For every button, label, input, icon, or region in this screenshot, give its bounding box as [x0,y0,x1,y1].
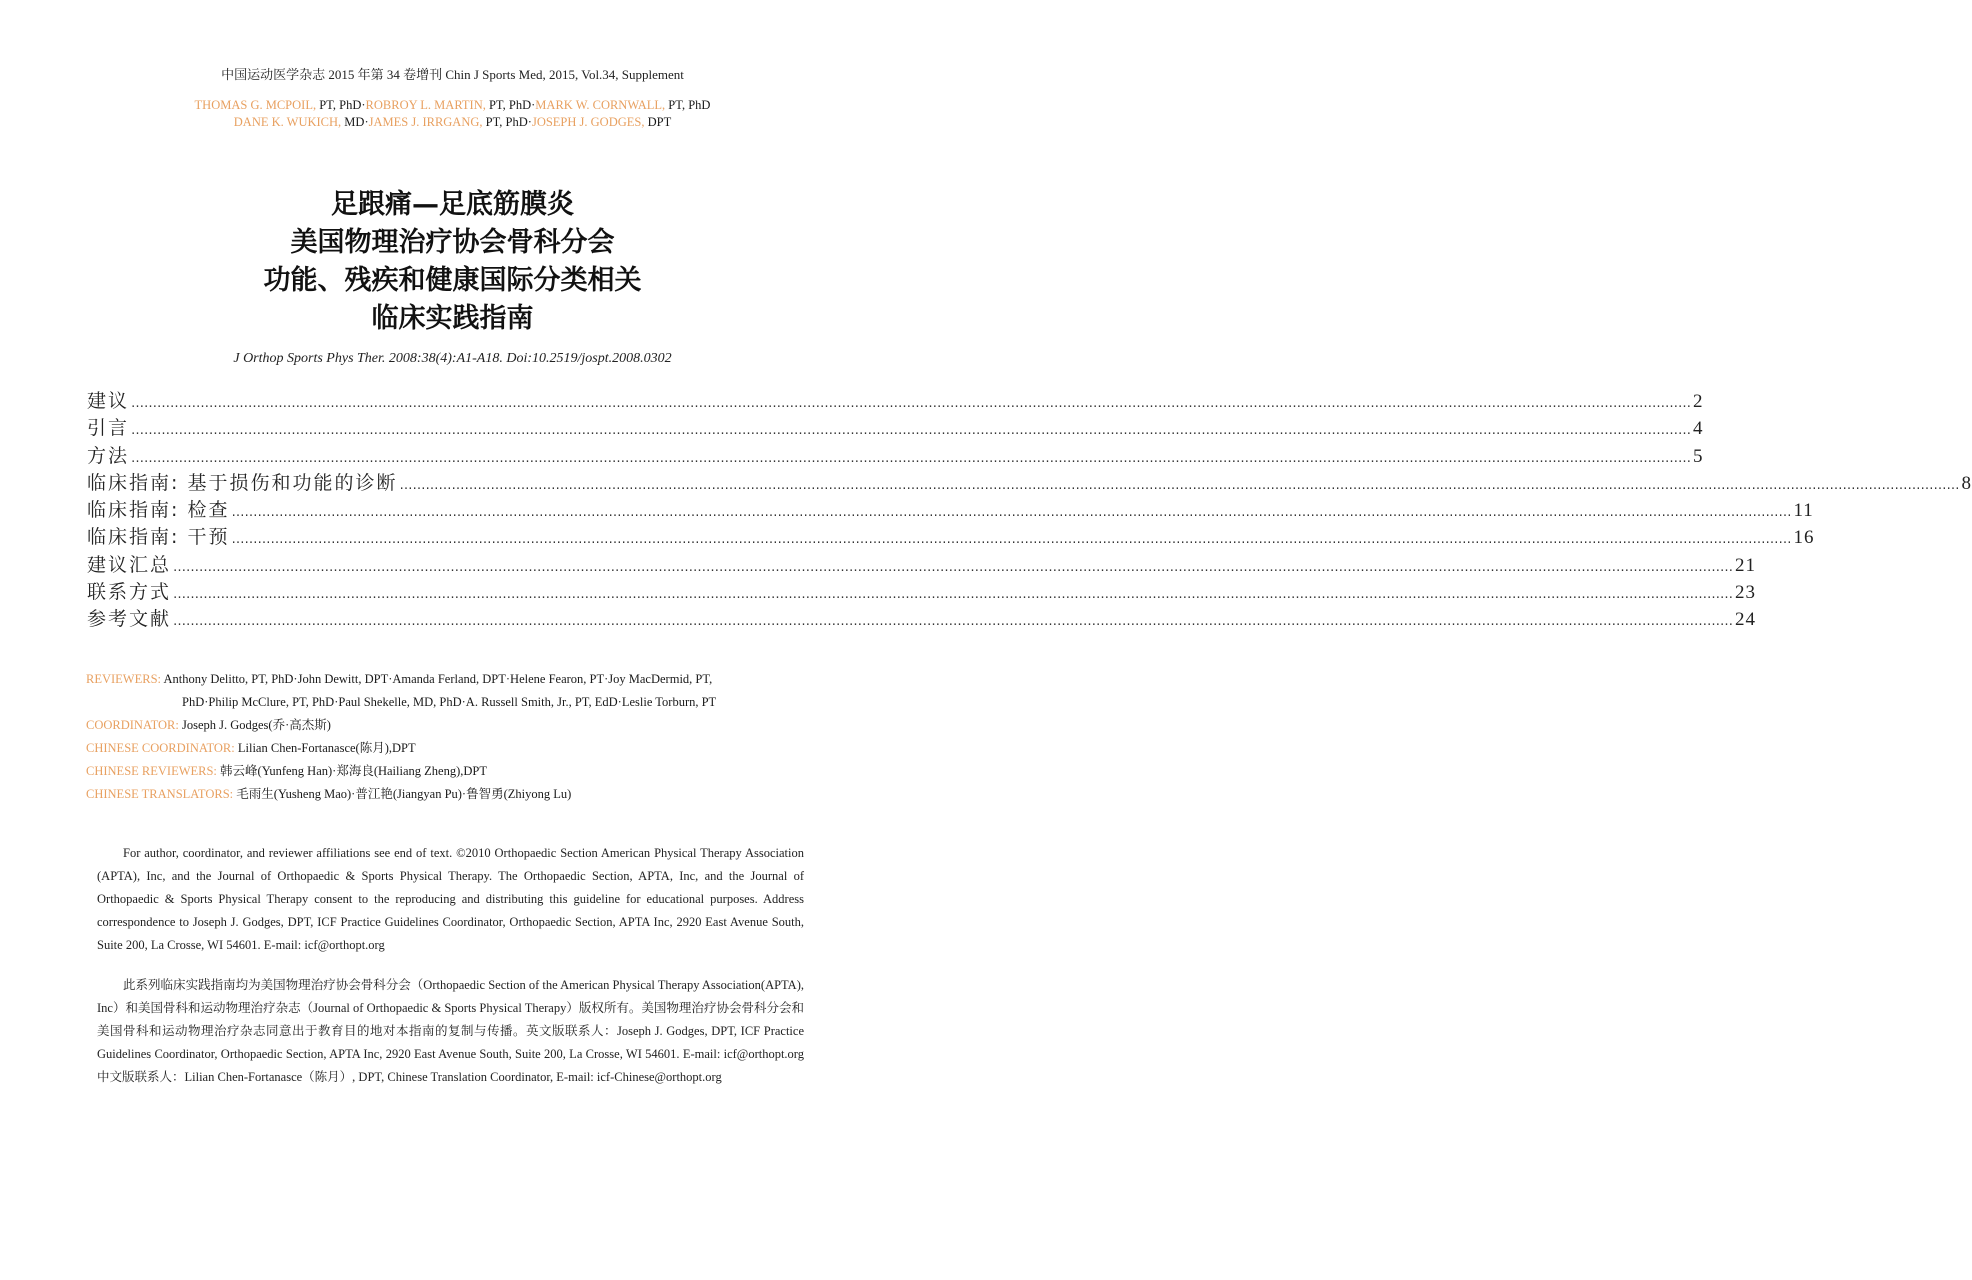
author-degree: PT, PhD· [482,115,532,129]
toc-label: 参考文献 [87,608,172,631]
author-name: DANE K. WUKICH, [233,115,342,129]
toc-page: 21 [1735,554,1757,576]
title-line: 足跟痛—足底筋膜炎 [331,189,574,220]
toc-entry[interactable] [87,413,1704,440]
toc-page: 16 [1793,527,1815,549]
author-degree: PT, PhD· [485,98,536,112]
toc-leader: ……………………………………………………………………………………………………………………………………………………………………………………………………………………………………………………………………………………………………………………………… [131,450,1692,466]
author-degree: DPT [644,115,672,129]
toc-page: 24 [1735,609,1757,631]
toc-page: 23 [1735,582,1757,604]
toc-label: 临床指南: 检查 [87,499,230,522]
reviewers-names-continued: PhD·Philip McClure, PT, PhD·Paul Shekelle, MD, PhD·A. Russell Smith, Jr., PT, EdD·Leslie Torburn, PT [182,695,717,709]
reviewers-line [86,668,806,691]
running-head: 中国运动医学杂志 2015 年第 34 卷增刊 Chin J Sports Med, 2015, Vol.34, Supplement [221,67,684,82]
author-line-1 [0,97,905,114]
reviewers-names: Anthony Delitto, PT, PhD·John Dewitt, DPT·Amanda Ferland, DPT·Helene Fearon, PT·Joy MacDermid, PT, [163,672,713,686]
toc-leader: ……………………………………………………………………………………………………………………………………………………………………………………………………………………………………………………………………………………………………………………………… [399,477,1960,493]
citation: J Orthop Sports Phys Ther. 2008:38(4):A1-A18. Doi:10.2519/jospt.2008.0302 [233,351,672,366]
chinese-reviewers-names: 韩云峰(Yunfeng Han)·郑海良(Hailiang Zheng),DPT [220,764,487,778]
title-line: 美国物理治疗协会骨科分会 [290,227,615,258]
toc-entry[interactable] [87,577,1757,604]
toc-leader: ……………………………………………………………………………………………………………………………………………………………………………………………………………………………………………………………………………………………………………………………… [131,396,1692,411]
toc-label: 建议汇总 [87,553,172,576]
author-name: MARK W. CORNWALL, [535,98,666,112]
author-degree: MD· [341,115,369,129]
reviewers-label: REVIEWERS: [86,672,161,686]
english-copyright-paragraph [97,842,804,957]
toc-entry[interactable] [87,495,1814,522]
toc-entry[interactable] [87,441,1704,468]
toc-leader: ……………………………………………………………………………………………………………………………………………………………………………………………………………………………………………………………………………………………………………………………… [173,587,1734,603]
chinese-paragraph-text: 此系列临床实践指南均为美国物理治疗协会骨科分会（Orthopaedic Section of the American Physical Therapy Association(APTA), Inc）和美国骨科和运动物理治疗杂志（Journal of Orthopaedic & Sports Physical Therapy）版权所有。美国物理治疗协会骨科分会和美国骨科和运动物理治疗杂志同意出于教育目的地对本指南的复制与传播。英文版联系人：Joseph J. Godges, DPT, ICF Practice Guidelines Coordinator, Orthopaedic Section, APTA Inc, 2920 East Avenue South, Suite 200, La Crosse, WI 54601. E-mail: icf@orthopt.org 中文版联系人：Lilian Chen-Fortanasce（陈月）, DPT, Chinese Translation Coordinator, E-mail: icf-Chinese@orthopt.org [97,978,804,1084]
toc-label: 联系方式 [87,581,172,604]
toc-page: 5 [1693,445,1704,467]
chinese-reviewers-line [86,760,806,783]
english-paragraph-text: For author, coordinator, and reviewer affiliations see end of text. ©2010 Orthopaedic Section American Physical Therapy Association (APTA), Inc, and the Journal of Orthopaedic & Sports Physical Therapy. The Orthopaedic Section, APTA, Inc, and the Journal of Orthopaedic & Sports Physical Therapy consent to the reproducing and distributing this guideline for educational purposes. Address correspondence to Joseph J. Godges, DPT, ICF Practice Guidelines Coordinator, Orthopaedic Section, APTA Inc, 2920 East Avenue South, Suite 200, La Crosse, WI 54601. E-mail: icf@orthopt.org [97,846,804,952]
toc-entry[interactable] [87,550,1757,577]
toc-leader: ……………………………………………………………………………………………………………………………………………………………………………………………………………………………………………………………………………………………………………………………… [231,505,1792,521]
toc-page: 4 [1693,418,1704,440]
author-name: ROBROY L. MARTIN, [365,98,486,112]
toc-leader: ……………………………………………………………………………………………………………………………………………………………………………………………………………………………………………………………………………………………………………………………… [173,559,1734,575]
toc-label: 临床指南: 干预 [87,526,230,549]
toc-entry[interactable] [87,386,1704,413]
toc-label: 引言 [87,417,130,440]
credits-block [86,668,806,806]
toc-label: 方法 [87,444,130,467]
toc-label: 临床指南: 基于损伤和功能的诊断 [87,471,398,494]
author-name: JAMES J. IRRGANG, [368,115,483,129]
coordinator-line [86,714,806,737]
toc-entry[interactable] [87,604,1757,631]
toc-leader: ……………………………………………………………………………………………………………………………………………………………………………………………………………………………………………………………………………………………………………………………… [131,423,1692,439]
chinese-coordinator-label: CHINESE COORDINATOR: [86,741,235,755]
chinese-coordinator-line [86,737,806,760]
toc-entry[interactable] [87,522,1815,549]
toc-page: 2 [1693,391,1704,412]
toc-label: 建议 [87,390,130,412]
document-title [0,186,905,338]
author-name: JOSEPH J. GODGES, [531,115,645,129]
toc-leader: ……………………………………………………………………………………………………………………………………………………………………………………………………………………………………………………………………………………………………………………………… [231,532,1792,548]
title-line: 临床实践指南 [371,303,534,334]
chinese-translators-line [86,783,806,806]
chinese-copyright-paragraph [97,974,804,1089]
toc-leader: ……………………………………………………………………………………………………………………………………………………………………………………………………………………………………………………………………………………………………………………………… [173,614,1734,630]
author-degree: PT, PhD [665,98,711,112]
author-name: THOMAS G. MCPOIL, [194,98,317,112]
toc-page: 8 [1961,472,1972,494]
title-line: 功能、残疾和健康国际分类相关 [263,265,642,296]
author-line-2 [0,114,905,131]
coordinator-name: Joseph J. Godges(乔·高杰斯) [181,718,331,732]
chinese-translators-names: 毛雨生(Yusheng Mao)·普江艳(Jiangyan Pu)·鲁智勇(Zhiyong Lu) [236,787,572,801]
table-of-contents [87,386,1972,632]
toc-entry[interactable] [87,468,1972,495]
chinese-coordinator-name: Lilian Chen-Fortanasce(陈月),DPT [237,741,416,755]
author-degree: PT, PhD· [316,98,366,112]
chinese-reviewers-label: CHINESE REVIEWERS: [86,764,217,778]
toc-page: 11 [1793,500,1814,522]
coordinator-label: COORDINATOR: [86,718,179,732]
chinese-translators-label: CHINESE TRANSLATORS: [86,787,234,801]
